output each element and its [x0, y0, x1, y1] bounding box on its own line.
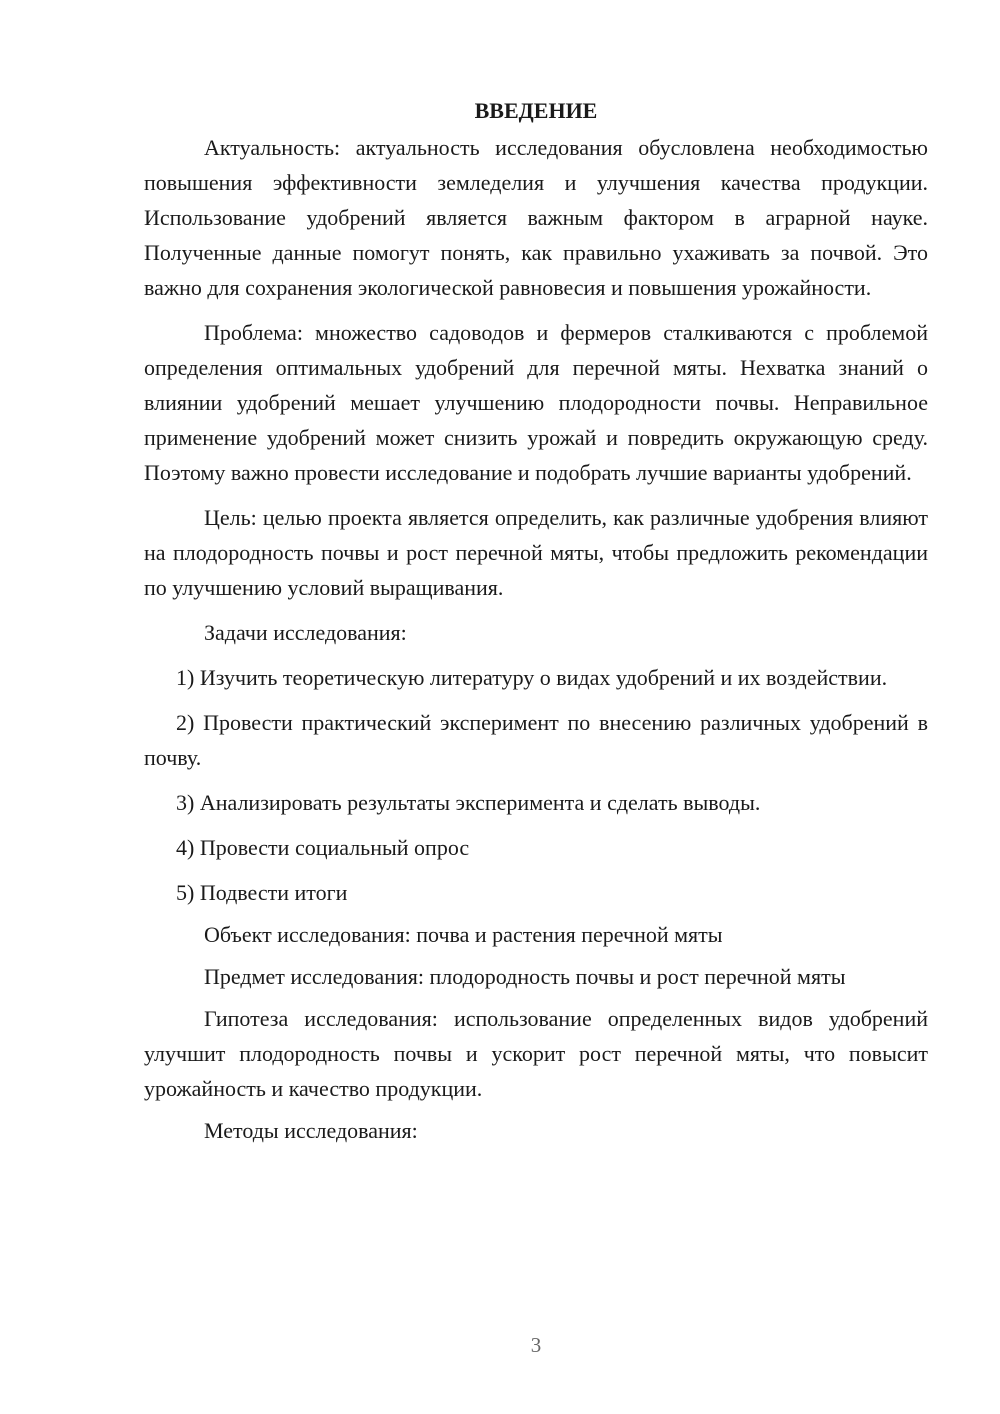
- task-item-5: 5) Подвести итоги: [176, 880, 348, 905]
- task-item-1: 1) Изучить теоретическую литературу о видах удобрений и их воздействии.: [176, 665, 888, 690]
- section-title: ВВЕДЕНИЕ: [474, 98, 598, 123]
- task-item-2: 2) Провести практический эксперимент по внесению различных удобрений в почву.: [144, 710, 928, 770]
- methods-heading: Методы исследования:: [204, 1118, 418, 1143]
- page-content: [144, 96, 928, 1148]
- paragraph-hypothesis: Гипотеза исследования: использование определенных видов удобрений улучшит плодородность почвы и ускорит рост перечной мяты, что повысит урожайность и качество продукции.: [144, 1006, 928, 1101]
- task-item-4: 4) Провести социальный опрос: [176, 835, 470, 860]
- page-number: 3: [530, 1333, 542, 1357]
- paragraph-subject: Предмет исследования: плодородность почвы и рост перечной мяты: [204, 964, 846, 989]
- paragraph-relevance: Актуальность: актуальность исследования обусловлена необходимостью повышения эффективности земледелия и улучшения качества продукции. Использование удобрений является важным фактором в аграрной науке. Полученные данные помогут понять, как правильно ухаживать за почвой. Это важно для сохранения экологической равновесия и повышения урожайности.: [144, 135, 928, 300]
- tasks-heading: Задачи исследования:: [204, 620, 407, 645]
- task-item-3: 3) Анализировать результаты эксперимента и сделать выводы.: [176, 790, 761, 815]
- paragraph-object: Объект исследования: почва и растения перечной мяты: [204, 922, 723, 947]
- paragraph-goal: Цель: целью проекта является определить, как различные удобрения влияют на плодородность почвы и рост перечной мяты, чтобы предложить рекомендации по улучшению условий выращивания.: [144, 505, 928, 600]
- paragraph-problem: Проблема: множество садоводов и фермеров сталкиваются с проблемой определения оптимальных удобрений для перечной мяты. Нехватка знаний о влиянии удобрений мешает улучшению плодородности почвы. Неправильное применение удобрений может снизить урожай и повредить окружающую среду. Поэтому важно провести исследование и подобрать лучшие варианты удобрений.: [144, 320, 928, 485]
